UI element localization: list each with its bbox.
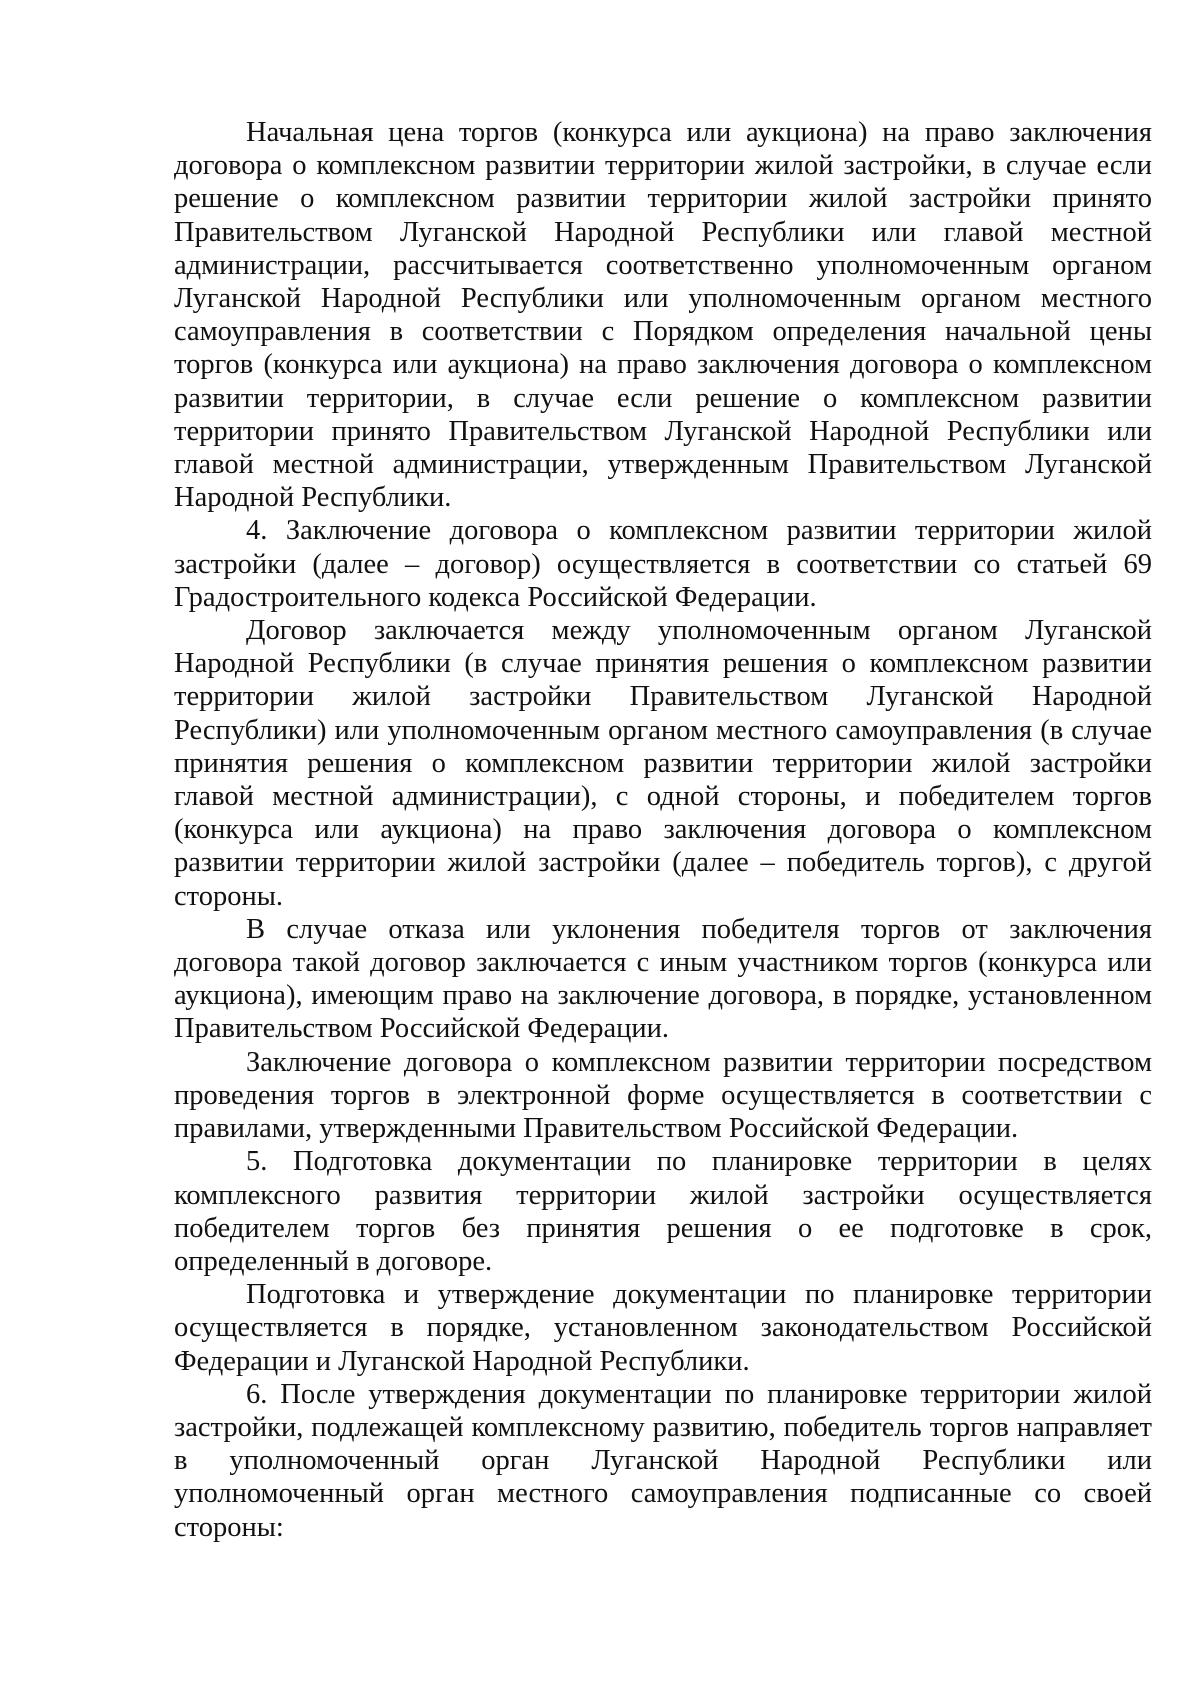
paragraph-item-4: 4. Заключение договора о комплексном развитии территории жилой застройки (далее – договор) осуществляется в соответствии со статьей 69 Градостроительного кодекса Российской Федерации. bbox=[174, 515, 1152, 613]
paragraph-electronic-form: Заключение договора о комплексном развитии территории посредством проведения торгов в электронной форме осуществляется в соответствии с правилами, утвержденными Правительством Российской Федерации. bbox=[174, 1046, 1152, 1145]
paragraph-refusal: В случае отказа или уклонения победителя торгов от заключения договора такой договор заключается с иным участником торгов (конкурса или аукциона), имеющим право на заключение договора, в порядке, установленном Правительством Российской Федерации. bbox=[174, 913, 1152, 1045]
paragraph-item-6: 6. После утверждения документации по планировке территории жилой застройки, подлежащей комплексному развитию, победитель торгов направляет в уполномоченный орган Луганской Народной Республики или уполномоченный орган местного самоуправления подписанные со своей стороны: bbox=[174, 1378, 1152, 1543]
document-body bbox=[174, 116, 1152, 1544]
paragraph-contract-parties: Договор заключается между уполномоченным органом Луганской Народной Республики (в случае принятия решения о комплексном развитии территории жилой застройки Правительством Луганской Народной Республики) или уполномоченным органом местного самоуправления (в случае принятия решения о комплексном развитии территории жилой застройки главой местной администрации), с одной стороны, и победителем торгов (конкурса или аукциона) на право заключения договора о комплексном развитии территории жилой застройки (далее – победитель торгов), с другой стороны. bbox=[174, 615, 1152, 912]
paragraph-approval: Подготовка и утверждение документации по планировке территории осуществляется в порядке, установленном законодательством Российской Федерации и Луганской Народной Республики. bbox=[174, 1279, 1152, 1377]
paragraph-initial-price: Начальная цена торгов (конкурса или аукциона) на право заключения договора о комплексном развитии территории жилой застройки, в случае если решение о комплексном развитии территории жилой застройки принято Правительством Луганской Народной Республики или главой местной администрации, рассчитывается соответственно уполномоченным органом Луганской Народной Республики или уполномоченным органом местного самоуправления в соответствии с Порядком определения начальной цены торгов (конкурса или аукциона) на право заключения договора о комплексном развитии территории, в случае если решение о комплексном развитии территории принято Правительством Луганской Народной Республики или главой местной администрации, утвержденным Правительством Луганской Народной Республики. bbox=[174, 117, 1152, 514]
paragraph-item-5: 5. Подготовка документации по планировке территории в целях комплексного развития территории жилой застройки осуществляется победителем торгов без принятия решения о ее подготовке в срок, определенный в договоре. bbox=[174, 1146, 1152, 1277]
